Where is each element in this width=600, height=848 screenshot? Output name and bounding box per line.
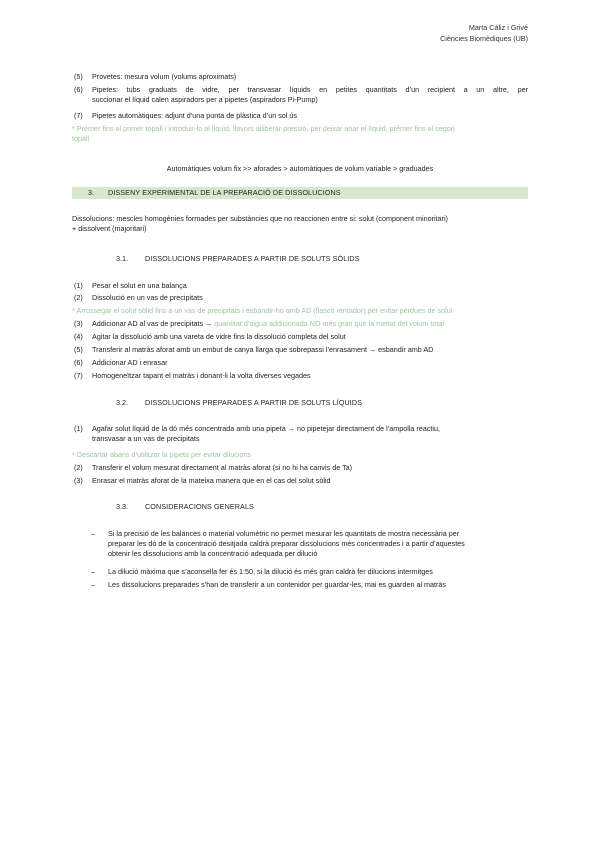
list-number: (2) bbox=[74, 463, 83, 472]
section-title: DISSENY EXPERIMENTAL DE LA PREPARACIÓ DE DISSOLUCIONS bbox=[108, 188, 341, 197]
list-text-line: succionar el líquid calen aspiradors per a pipetes (aspiradors Pi-Pump) bbox=[92, 95, 318, 105]
list-text: Addicionar AD i enrasar bbox=[92, 358, 168, 367]
note-line: topall bbox=[72, 134, 90, 144]
list-number: (3) bbox=[74, 476, 83, 485]
list-item bbox=[74, 281, 528, 291]
list-number: (6) bbox=[74, 85, 83, 94]
list-number: (3) bbox=[74, 319, 83, 328]
list-text: Provetes: mesura volum (volums aproximats) bbox=[92, 72, 237, 81]
bullet-text: Les dissolucions preparades s’han de transferir a un contenidor per guardar-les, mai es guarden al matràs bbox=[108, 580, 446, 589]
solid-note: * Arrossegar el solut sòlid fins a un vas de precipitats i esbandir-ho amb AD (flascó rentador) per evitar pèrdues de solut bbox=[72, 306, 453, 315]
list-number: (7) bbox=[74, 371, 83, 380]
list-number: (1) bbox=[74, 424, 83, 433]
subsection-number: 3.2. bbox=[116, 398, 128, 407]
list-text-line: Pipetes: tubs graduats de vidre, per transvasar líquids en petites quantitats d’un recipient a un altre, per bbox=[92, 85, 528, 94]
bullet-line: preparar les dó de la concentració desitjada caldrà preparar dissolucions més concentrades i a partir d’aquestes bbox=[108, 539, 465, 549]
bullet-line: Si la precisió de les balances o material volumètric no permet mesurar les quantitats de mostra necessària per bbox=[108, 529, 460, 538]
list-item bbox=[74, 424, 528, 444]
list-item bbox=[74, 476, 528, 486]
list-item bbox=[74, 358, 528, 368]
list-text: Addicionar AD al vas de precipitats → bbox=[92, 319, 213, 328]
paragraph-line: Dissolucions: mescles homogènies formades per substàncies que no reaccionen entre si: solut (component minoritari) bbox=[72, 214, 448, 223]
list-item bbox=[74, 111, 528, 121]
list-number: (6) bbox=[74, 358, 83, 367]
bullet-item bbox=[91, 567, 528, 577]
list-item bbox=[74, 332, 528, 342]
intro-paragraph bbox=[72, 214, 530, 234]
course-name: Ciències Biomèdiques (UB) bbox=[440, 34, 528, 43]
list-item bbox=[74, 293, 528, 303]
page-header bbox=[440, 22, 528, 44]
subsection-number: 3.3. bbox=[116, 502, 128, 511]
list-number: (7) bbox=[74, 111, 83, 120]
paragraph-line: + dissolvent (majoritari) bbox=[72, 224, 147, 234]
pipette-note bbox=[72, 124, 532, 144]
list-number: (5) bbox=[74, 72, 83, 81]
subsection-number: 3.1. bbox=[116, 254, 128, 263]
list-text: Agitar la dissolució amb una vareta de vidre fins la dissolució completa del solut bbox=[92, 332, 346, 341]
list-text: Enrasar el matràs aforat de la mateixa manera que en el cas del solut sòlid bbox=[92, 476, 331, 485]
liquid-note: * Descartar abans d’utilitzar la pipeta per evitar dilucions bbox=[72, 450, 251, 459]
list-text: Pesar el solut en una balança bbox=[92, 281, 187, 290]
list-text: Transferir el volum mesurat directament al matràs aforat (si no hi ha canvis de Ta) bbox=[92, 463, 353, 472]
list-text: Transferir al matràs aforat amb un embut de canya llarga que sobrepassi l’enrasament → esbandir amb AD bbox=[92, 345, 434, 354]
list-item bbox=[74, 72, 528, 82]
bullet-text: La dilució màxima que s’aconsella fer és 1:50, si la dilució és més gran caldrà fer dilucions intermitges bbox=[108, 567, 433, 576]
note-line: * Prémer fins al primer topall i introduir-lo al líquid, llavors alliberar pressió, per deixar anar el líquid, prémer fins al segon bbox=[72, 124, 455, 133]
list-text-line: transvasar a un vas de precipitats bbox=[92, 434, 200, 444]
bullet-dash: – bbox=[91, 567, 95, 576]
subsection-title: DISSOLUCIONS PREPARADES A PARTIR DE SOLUTS LÍQUIDS bbox=[145, 398, 363, 407]
list-number: (2) bbox=[74, 293, 83, 302]
section-heading bbox=[72, 187, 528, 199]
list-number: (4) bbox=[74, 332, 83, 341]
list-item bbox=[74, 463, 528, 473]
list-item bbox=[74, 319, 528, 329]
list-item bbox=[74, 371, 528, 381]
author-name: Marta Càliz i Grivé bbox=[468, 23, 528, 32]
list-text: Pipetes automàtiques: adjunt d’una punta de plàstica d’un sol ús bbox=[92, 111, 297, 120]
list-text: Dissolució en un vas de precipitats bbox=[92, 293, 203, 302]
subsection-title: DISSOLUCIONS PREPARADES A PARTIR DE SOLUTS SÒLIDS bbox=[145, 254, 360, 263]
pipette-ranking: Automàtiques volum fix >> aforades > automàtiques de volum variable > graduades bbox=[166, 164, 434, 173]
bullet-line: obtenir les dissolucions amb la concentració adequada per dilució bbox=[108, 549, 318, 559]
section-number: 3. bbox=[88, 188, 94, 197]
bullet-dash: – bbox=[91, 580, 95, 589]
list-item bbox=[74, 85, 528, 105]
list-number: (5) bbox=[74, 345, 83, 354]
list-item bbox=[74, 345, 528, 355]
subsection-title: CONSIDERACIONS GENERALS bbox=[145, 502, 254, 511]
list-number: (1) bbox=[74, 281, 83, 290]
bullet-dash: – bbox=[91, 529, 95, 538]
bullet-item bbox=[91, 529, 528, 560]
bullet-item bbox=[91, 580, 528, 590]
inline-note: quantitat d’aigua addicionada NO més gran que la meitat del volum total bbox=[214, 319, 444, 328]
list-text: Homogeneïtzar tapant el matràs i donant-li la volta diverses vegades bbox=[92, 371, 311, 380]
list-text-line: Agafar solut líquid de la dó més concentrada amb una pipeta → no pipetejar directament de l’ampolla reactiu, bbox=[92, 424, 441, 433]
